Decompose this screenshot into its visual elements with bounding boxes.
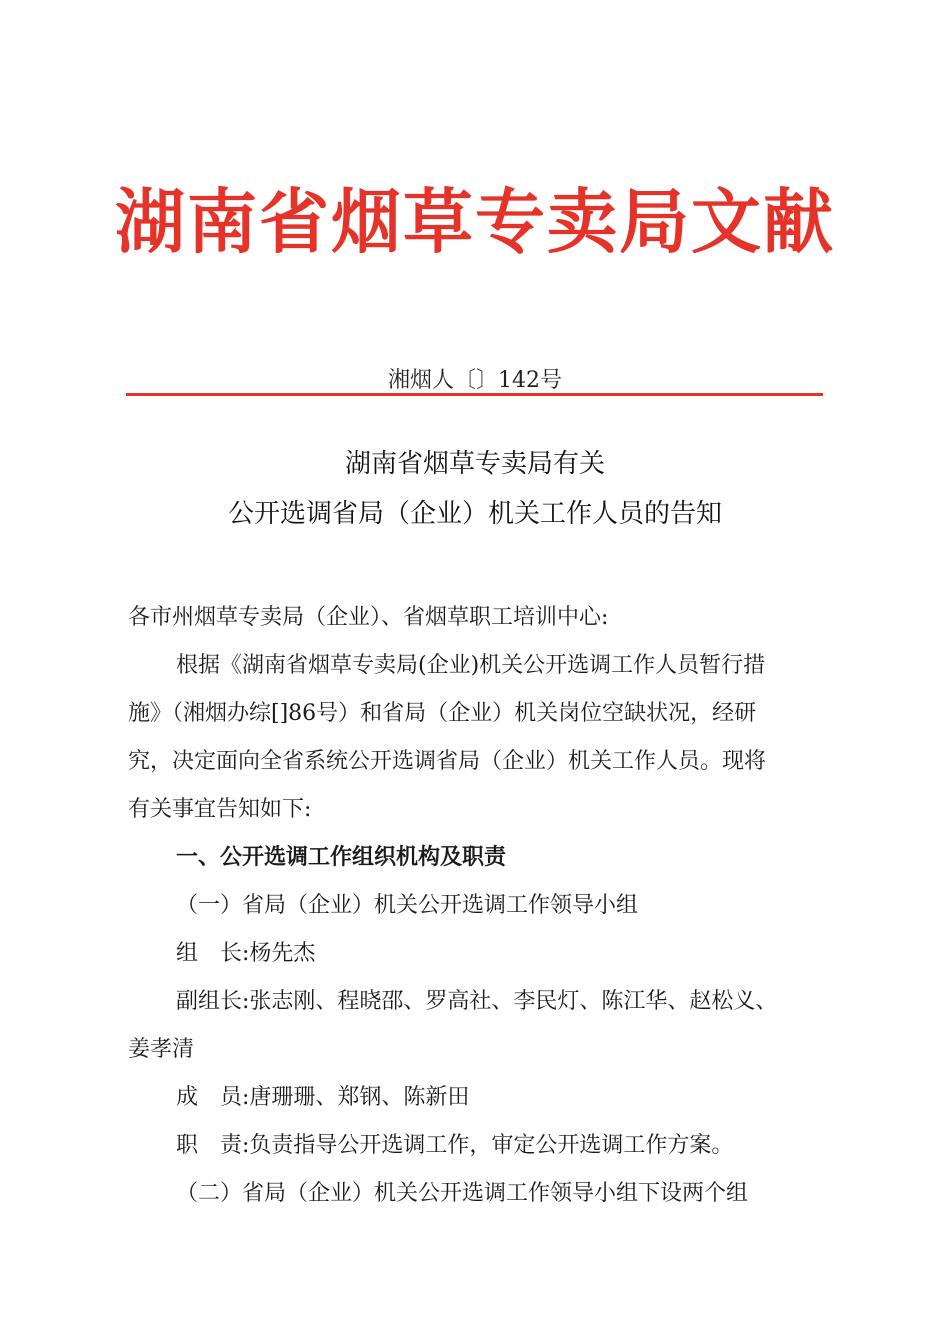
paragraph-line: 究，决定面向全省系统公开选调省局（企业）机关工作人员。现将: [128, 749, 767, 774]
section-heading: 一、公开选调工作组织机构及职责: [176, 845, 507, 870]
leader-line: 组 长:杨先杰: [176, 941, 316, 966]
document-title-line-2: 公开选调省局（企业）机关工作人员的告知: [227, 499, 722, 529]
paragraph-line: 施》（湘烟办综[]86号）和省局（企业）机关岗位空缺状况，经研: [128, 701, 757, 726]
subsection-heading: （二）省局（企业）机关公开选调工作领导小组下设两个组: [176, 1181, 749, 1206]
document-masthead: 湖南省烟草专卖局文献: [115, 180, 835, 263]
subsection-heading: （一）省局（企业）机关公开选调工作领导小组: [176, 893, 639, 918]
document-title-line-1: 湖南省烟草专卖局有关: [344, 449, 605, 479]
red-divider-line: [126, 393, 823, 396]
paragraph-line: 根据《湖南省烟草专卖局(企业)机关公开选调工作人员暂行措: [176, 653, 766, 678]
deputy-line-continued: 姜孝清: [128, 1037, 195, 1062]
paragraph-line: 有关事宜告知如下:: [128, 797, 312, 822]
deputy-line: 副组长:张志刚、程晓邵、罗高社、李民灯、陈江华、赵松义、: [176, 989, 778, 1014]
duty-line: 职 责:负责指导公开选调工作，审定公开选调工作方案。: [176, 1133, 734, 1158]
document-number: 湘烟人〔〕142号: [388, 368, 562, 393]
addressee: 各市州烟草专卖局（企业）、省烟草职工培训中心:: [128, 605, 609, 630]
members-line: 成 员:唐珊珊、郑钢、陈新田: [176, 1085, 470, 1110]
